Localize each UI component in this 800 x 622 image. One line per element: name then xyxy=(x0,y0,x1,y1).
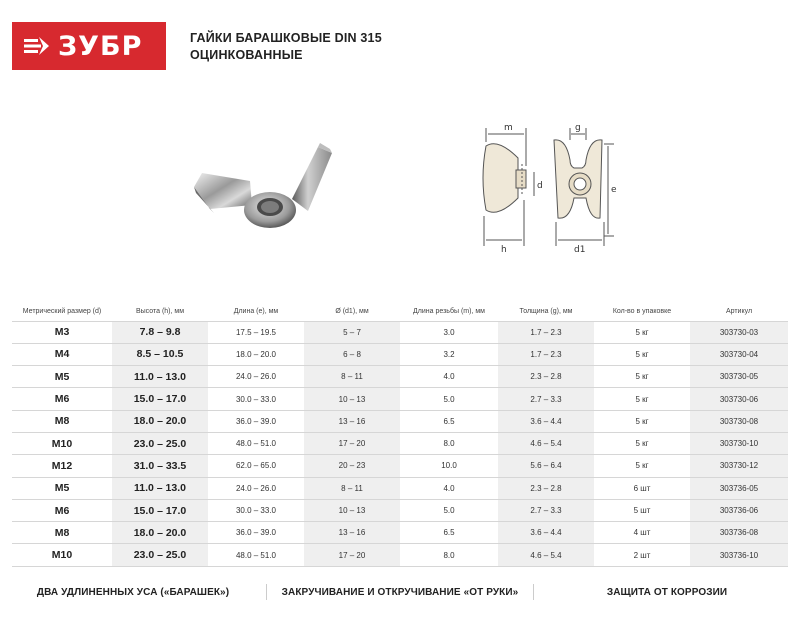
technical-drawing xyxy=(470,118,630,258)
title-line-2: ОЦИНКОВАННЫЕ xyxy=(190,48,303,62)
table-row xyxy=(12,432,788,454)
cell-thickness: 1.7 – 2.3 xyxy=(498,343,594,365)
cell-length: 48.0 – 51.0 xyxy=(208,432,304,454)
table-row xyxy=(12,366,788,388)
cell-thickness: 4.6 – 5.4 xyxy=(498,544,594,566)
cell-article: 303736-10 xyxy=(690,544,788,566)
cell-thickness: 5.6 – 6.4 xyxy=(498,455,594,477)
table-row xyxy=(12,522,788,544)
cell-article: 303730-04 xyxy=(690,343,788,365)
cell-article: 303730-10 xyxy=(690,432,788,454)
cell-package-qty: 5 кг xyxy=(594,366,690,388)
cell-height: 8.5 – 10.5 xyxy=(112,343,208,365)
table-row xyxy=(12,388,788,410)
cell-package-qty: 5 кг xyxy=(594,432,690,454)
dim-label-g: g xyxy=(575,123,581,133)
cell-height: 7.8 – 9.8 xyxy=(112,321,208,343)
dim-label-m: m xyxy=(504,123,513,133)
feature-hand-tighten: ЗАКРУЧИВАНИЕ И ОТКРУЧИВАНИЕ «ОТ РУКИ» xyxy=(281,586,519,598)
feature-corrosion-protection: ЗАЩИТА ОТ КОРРОЗИИ xyxy=(606,586,728,598)
product-photo xyxy=(180,135,360,235)
cell-thickness: 3.6 – 4.4 xyxy=(498,410,594,432)
feature-bar xyxy=(0,578,800,606)
cell-package-qty: 4 шт xyxy=(594,522,690,544)
cell-diameter: 8 – 11 xyxy=(304,477,400,499)
cell-thread-length: 4.0 xyxy=(400,366,498,388)
cell-diameter: 10 – 13 xyxy=(304,499,400,521)
col-header-thickness: Толщина (g), мм xyxy=(519,308,573,316)
cell-size: M3 xyxy=(12,321,112,343)
cell-height: 15.0 – 17.0 xyxy=(112,499,208,521)
table-row xyxy=(12,343,788,365)
dim-label-h: h xyxy=(501,245,507,255)
cell-article: 303730-03 xyxy=(690,321,788,343)
table-row xyxy=(12,477,788,499)
cell-package-qty: 5 кг xyxy=(594,388,690,410)
cell-package-qty: 5 кг xyxy=(594,343,690,365)
cell-height: 23.0 – 25.0 xyxy=(112,544,208,566)
cell-length: 24.0 – 26.0 xyxy=(208,366,304,388)
cell-height: 23.0 – 25.0 xyxy=(112,432,208,454)
brand-logo xyxy=(12,22,166,70)
cell-length: 62.0 – 65.0 xyxy=(208,455,304,477)
cell-size: M6 xyxy=(12,499,112,521)
table-row xyxy=(12,321,788,343)
cell-length: 36.0 – 39.0 xyxy=(208,410,304,432)
cell-package-qty: 5 кг xyxy=(594,455,690,477)
cell-thread-length: 3.0 xyxy=(400,321,498,343)
dim-label-d: d xyxy=(537,181,543,191)
cell-thread-length: 8.0 xyxy=(400,544,498,566)
cell-thickness: 4.6 – 5.4 xyxy=(498,432,594,454)
spec-table xyxy=(12,303,788,567)
cell-thread-length: 8.0 xyxy=(400,432,498,454)
brand-name: ЗУБР xyxy=(58,30,143,62)
cell-length: 18.0 – 20.0 xyxy=(208,343,304,365)
cell-thickness: 2.7 – 3.3 xyxy=(498,388,594,410)
cell-package-qty: 5 кг xyxy=(594,321,690,343)
cell-length: 30.0 – 33.0 xyxy=(208,388,304,410)
col-header-size: Метрический размер (d) xyxy=(22,308,102,316)
cell-length: 30.0 – 33.0 xyxy=(208,499,304,521)
cell-thread-length: 10.0 xyxy=(400,455,498,477)
cell-size: M10 xyxy=(12,432,112,454)
table-row xyxy=(12,455,788,477)
cell-article: 303730-05 xyxy=(690,366,788,388)
cell-article: 303730-12 xyxy=(690,455,788,477)
cell-diameter: 5 – 7 xyxy=(304,321,400,343)
product-title xyxy=(190,30,382,64)
dim-label-e: e xyxy=(611,185,617,195)
cell-article: 303736-06 xyxy=(690,499,788,521)
cell-diameter: 13 – 16 xyxy=(304,410,400,432)
cell-thread-length: 4.0 xyxy=(400,477,498,499)
cell-height: 18.0 – 20.0 xyxy=(112,522,208,544)
cell-diameter: 10 – 13 xyxy=(304,388,400,410)
cell-diameter: 17 – 20 xyxy=(304,432,400,454)
cell-diameter: 8 – 11 xyxy=(304,366,400,388)
col-header-package-qty: Кол-во в упаковке xyxy=(612,308,672,316)
table-row xyxy=(12,499,788,521)
cell-size: M5 xyxy=(12,477,112,499)
cell-package-qty: 2 шт xyxy=(594,544,690,566)
cell-size: M8 xyxy=(12,522,112,544)
col-header-thread-length: Длина резьбы (m), мм xyxy=(413,308,485,316)
cell-thickness: 2.7 – 3.3 xyxy=(498,499,594,521)
cell-article: 303736-05 xyxy=(690,477,788,499)
title-line-1: ГАЙКИ БАРАШКОВЫЕ DIN 315 xyxy=(190,31,382,45)
cell-size: M12 xyxy=(12,455,112,477)
col-header-length: Длина (e), мм xyxy=(233,308,279,316)
cell-thread-length: 5.0 xyxy=(400,388,498,410)
cell-height: 18.0 – 20.0 xyxy=(112,410,208,432)
cell-size: M8 xyxy=(12,410,112,432)
cell-diameter: 17 – 20 xyxy=(304,544,400,566)
cell-diameter: 6 – 8 xyxy=(304,343,400,365)
cell-diameter: 20 – 23 xyxy=(304,455,400,477)
col-header-article: Артикул xyxy=(725,308,753,316)
cell-length: 48.0 – 51.0 xyxy=(208,544,304,566)
cell-height: 11.0 – 13.0 xyxy=(112,366,208,388)
table-header-row xyxy=(12,303,788,321)
cell-thickness: 2.3 – 2.8 xyxy=(498,366,594,388)
cell-article: 303736-08 xyxy=(690,522,788,544)
cell-package-qty: 5 кг xyxy=(594,410,690,432)
dim-label-d1: d1 xyxy=(574,245,586,255)
cell-thread-length: 3.2 xyxy=(400,343,498,365)
cell-size: M10 xyxy=(12,544,112,566)
brand-arrow-icon xyxy=(24,36,50,56)
table-row xyxy=(12,544,788,566)
cell-height: 11.0 – 13.0 xyxy=(112,477,208,499)
cell-height: 15.0 – 17.0 xyxy=(112,388,208,410)
spec-table-body xyxy=(12,321,788,566)
cell-size: M6 xyxy=(12,388,112,410)
cell-thread-length: 6.5 xyxy=(400,522,498,544)
cell-diameter: 13 – 16 xyxy=(304,522,400,544)
cell-thread-length: 5.0 xyxy=(400,499,498,521)
cell-package-qty: 5 шт xyxy=(594,499,690,521)
cell-length: 17.5 – 19.5 xyxy=(208,321,304,343)
cell-size: M5 xyxy=(12,366,112,388)
table-row xyxy=(12,410,788,432)
cell-thickness: 3.6 – 4.4 xyxy=(498,522,594,544)
cell-article: 303730-08 xyxy=(690,410,788,432)
cell-thickness: 1.7 – 2.3 xyxy=(498,321,594,343)
cell-thread-length: 6.5 xyxy=(400,410,498,432)
cell-height: 31.0 – 33.5 xyxy=(112,455,208,477)
cell-thickness: 2.3 – 2.8 xyxy=(498,477,594,499)
col-header-height: Высота (h), мм xyxy=(135,308,185,316)
col-header-diameter: Ø (d1), мм xyxy=(335,308,369,316)
cell-length: 36.0 – 39.0 xyxy=(208,522,304,544)
cell-size: M4 xyxy=(12,343,112,365)
cell-package-qty: 6 шт xyxy=(594,477,690,499)
cell-length: 24.0 – 26.0 xyxy=(208,477,304,499)
feature-wings: ДВА УДЛИНЕННЫХ УСА («БАРАШЕК») xyxy=(36,586,230,598)
cell-article: 303730-06 xyxy=(690,388,788,410)
